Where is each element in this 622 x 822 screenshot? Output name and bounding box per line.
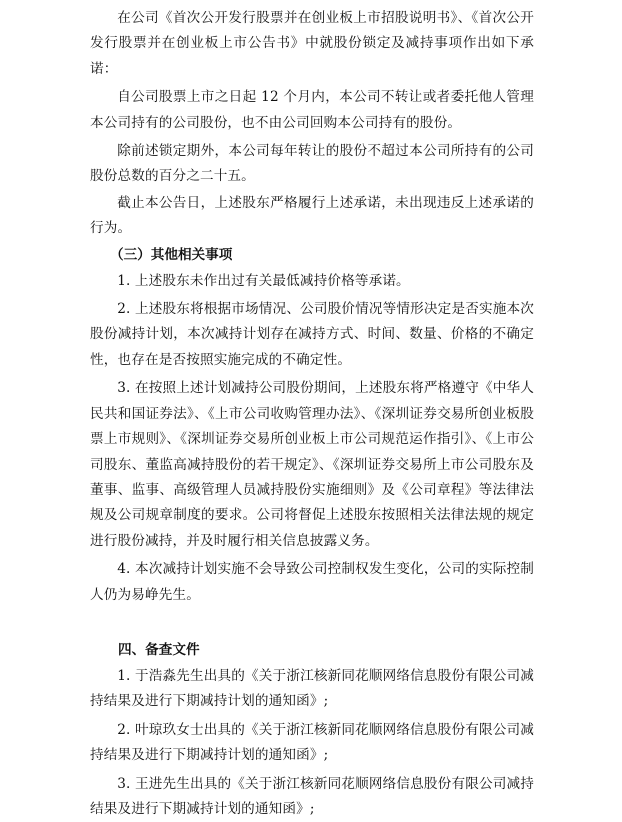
other-matters-item-3: 3. 在按照上述计划减持公司股份期间，上述股东将严格遵守《中华人民共和国证券法》、《上市公司收购管理办法》、《深圳证券交易所创业板股票上市规则》、《深圳证券交易所创业板上市公司规范运作指引》、《上市公司股东、董监高减持股份的若干规定》、《深圳证券交易所上市公司股东及董事、监事、高级管理人员减持股份实施细则》及《公司章程》等法律法规及公司规章制度的要求。公司将督促上述股东按照相关法律法规的规定进行股份减持，并及时履行相关信息披露义务。 [90,380,534,549]
reference-document-item-2: 2. 叶琼玖女士出具的《关于浙江核新同花顺网络信息股份有限公司减持结果及进行下期减持计划的通知函》; [90,721,534,764]
lockup-commitment-paragraph: 自公司股票上市之日起 12 个月内，本公司不转让或者委托他人管理本公司持有的公司股份，也不由公司回购本公司持有的股份。 [90,89,534,131]
reference-document-item-1: 1. 于浩淼先生出具的《关于浙江核新同花顺网络信息股份有限公司减持结果及进行下期减持计划的通知函》; [90,667,534,710]
other-matters-item-2: 2. 上述股东将根据市场情况、公司股价情况等情形决定是否实施本次股份减持计划，本次减持计划存在减持方式、时间、数量、价格的不确定性，也存在是否按照实施完成的不确定性。 [90,301,534,368]
commitment-intro-paragraph: 在公司《首次公开发行股票并在创业板上市招股说明书》、《首次公开发行股票并在创业板上市公告书》中就股份锁定及减持事项作出如下承诺： [90,10,534,77]
other-matters-item-1: 1. 上述股东未作出过有关最低减持价格等承诺。 [117,272,410,289]
section-heading-reference-documents: 四、备查文件 [118,641,200,658]
compliance-statement-paragraph: 截止本公告日，上述股东严格履行上述承诺，未出现违反上述承诺的行为。 [90,194,534,237]
transfer-limit-paragraph: 除前述锁定期外，本公司每年转让的股份不超过本公司所持有的公司股份总数的百分之二十五。 [90,143,534,185]
other-matters-item-4: 4. 本次减持计划实施不会导致公司控制权发生变化，公司的实际控制人仍为易峥先生。 [90,561,534,603]
reference-document-item-3: 3. 王进先生出具的《关于浙江核新同花顺网络信息股份有限公司减持结果及进行下期减持计划的通知函》; [90,775,534,817]
section-heading-other-matters: （三）其他相关事项 [110,246,233,263]
